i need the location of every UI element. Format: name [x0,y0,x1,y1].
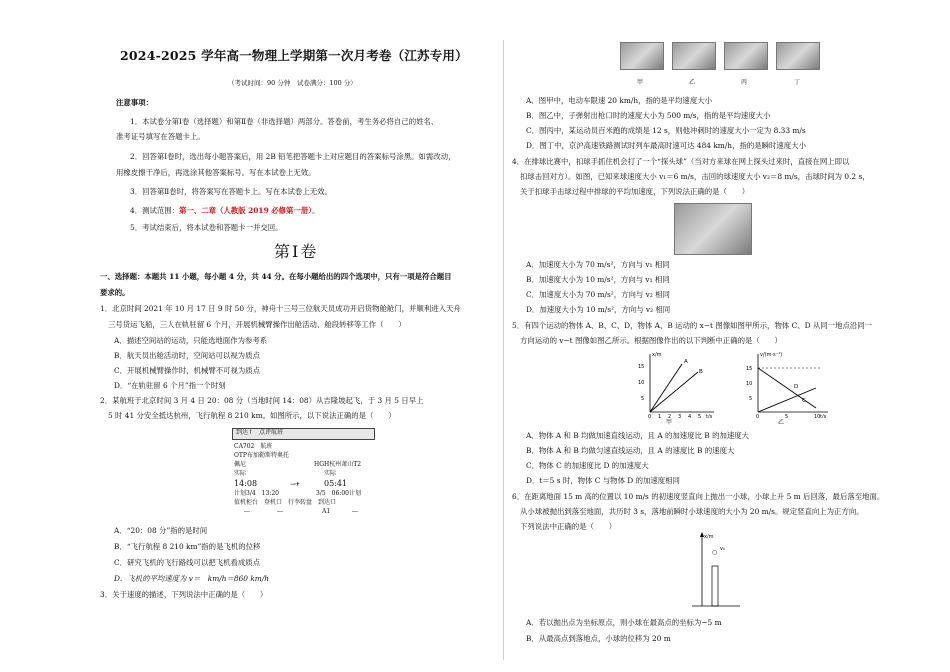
q4-stem-1: 4．在排球比赛中，扣球手抓住机会打了一个“探头球”（当对方来球在网上探头过来时，直接在网上即以 [512,157,850,166]
vt-graph-xtick: 10 [814,414,821,418]
xt-graph-xtick: 2 [668,414,672,418]
xt-graph-xtick: 3 [678,414,682,418]
toss-ylabel: x/m [704,534,714,540]
photo-speed-sign [620,42,664,70]
part1-line1: 一、选择题：本题共 11 小题，每小题 4 分，共 44 分。在每小题给出的四个选项中，只有一项是符合题目 [100,272,452,281]
q1-stem-2: 三号货运飞船，三人在轨驻留 6 个月，开展机械臂操作出舱活动、舱段转移等工作（ ） [108,320,406,329]
toss-platform [712,566,718,606]
xt-graph-xtick: 1 [658,414,662,418]
q2-option-b: B．“飞行航程 8 210 km”指的是飞机的位移 [114,542,261,551]
xt-label-b: B [699,369,703,375]
note-4 [130,206,319,216]
vt-graph [744,350,832,418]
board-actual-2: 实际 [324,470,337,477]
column-divider [503,40,504,660]
board-to: HGH杭州萧山T2 [314,461,362,468]
ball-toss-figure [688,530,744,610]
q4-option-a: A．加速度大小为 70 m/s²，方向与 v₁ 相同 [526,260,670,269]
q4-stem-2: 扣球击回对方）。如图，已知来球速度大小 v₁＝6 m/s，击回的球速度大小 v₂＝8 m/s，击球时间为 0.2 s， [520,172,870,181]
board-dep-time: 14:08 [234,479,258,488]
board-header: 到达↑ 点评航班 [236,429,284,436]
exam-info: （考试时间：90 分钟 试卷满分：100 分） [228,79,357,87]
q3-option-a: A．图甲中，电动车限速 20 km/h，指的是平均速度大小 [526,96,712,105]
note-2a: 2．回答第Ⅰ卷时，选出每小题答案后，用 2B 铅笔把答题卡上对应题目的答案标号涂黑。如需改动， [130,152,456,161]
q6-option-b: B．从最高点到落地点，小球的位移为 20 m [526,634,671,643]
q5-stem-1: 5．有四个运动的物体 A、B、C、D，物体 A、B 运动的 x−t 图像如图甲所示，物体 C、D 从同一地点沿同一 [512,321,873,330]
vt-line-c [758,388,816,412]
q5-option-d: D．t＝5 s 时，物体 C 与物体 D 的加速度相同 [526,476,680,485]
q1-option-b: B．航天员出舱活动时，空间站可以视为质点 [114,351,260,360]
board-from: 佩尼 [234,461,247,468]
part1-line2: 要求的。 [100,288,130,297]
vt-ytick-10: 10 [746,381,753,387]
photo-label-3: 丙 [741,79,748,86]
vt-caption: 乙 [778,419,785,426]
photo-label-4: 丁 [794,79,801,86]
photo-bullet [672,42,716,70]
photo-runner [724,42,768,70]
q6-stem-1: 6．在距离地面 15 m 高的位置以 10 m/s 的初速度竖直向上抛出一小球，小球上升 5 m 后回落，最后落至地面。 [512,492,885,501]
board-plan-1: 计划3/4 13:20 [234,490,279,497]
q1-option-c: C．开展机械臂操作时，机械臂不可视为质点 [114,366,261,375]
q2-stem-2: 5 时 41 分安全抵达杭州，飞行航程 8 210 km。如图所示，以下说法正确的是（ ） [108,411,396,420]
vt-ylabel: v/(m·s⁻¹) [760,352,783,358]
xt-xlabel: t/s [706,414,713,418]
toss-v0: v₀ [720,546,725,552]
q3-option-d: D．图丁中，京沪高速铁路测试时列车最高时速可达 484 km/h，指的是瞬时速度大小 [526,141,806,150]
q4-option-c: C．加速度大小为 70 m/s²，方向与 v₂ 相同 [526,290,670,299]
xt-ytick-15: 15 [638,364,645,370]
q2-option-d: D．飞机的平均速度为 v＝ km/h＝860 km/h [114,574,270,583]
toss-ball: ○ [712,549,718,556]
q3-stem: 3．关于速度的描述，下列说法中正确的是（ ） [100,590,268,599]
q3-option-b: B．图乙中，子弹射出枪口时的速度大小为 500 m/s，指的是平均速度大小 [526,111,771,120]
page-title: 2024-2025 学年高一物理上学期第一次月考卷（江苏专用） [120,48,468,63]
xt-line-b [650,372,698,412]
note-4-suffix: 。 [311,206,320,215]
xt-ylabel: x/m [652,352,662,358]
board-plan-2: 3/5 06:00计划 [316,490,361,497]
section-title: 第Ⅰ卷 [274,242,319,261]
note-5: 5．考试结束后，将本试卷和答题卡一并交回。 [130,223,283,232]
note-3: 3．回答第Ⅱ卷时，将答案写在答题卡上。写在本试卷上无效。 [130,187,332,196]
q3-option-c: C．图丙中，某运动员百米跑的成绩是 12 s，则他冲刺时的速度大小一定为 8.33 m/s [526,126,806,135]
q2-stem-1: 2．某航班于北京时间 3 月 4 日 20：08 分（当地时间 14：08）从吉隆坡起飞，于 3 月 5 日早上 [100,396,424,405]
q1-option-a: A．描述空间站的运动，只能选地面作为参考系 [114,336,268,345]
vt-label-d: D [794,384,799,390]
vt-ytick-15: 15 [746,366,753,372]
vt-label-c: C [802,398,806,404]
xt-graph-xtick: 5 [698,414,702,418]
note-1a: 1．本试卷分第Ⅰ卷（选择题）和第Ⅱ卷（非选择题）两部分。答卷前，考生务必将自己的姓名、 [130,117,439,126]
plane-icon: →✈ [290,481,301,488]
q2-option-c: C．研究飞机的飞行路线可以把飞机看成质点 [114,558,261,567]
q1-option-d: D．“在轨驻留 6 个月”指一个时刻 [114,381,226,390]
board-dash-1: --- [244,508,251,515]
board-route: OTP布加勒斯特奥托 [234,452,289,459]
xt-line-a [650,364,682,412]
q4-option-d: D．加速度大小为 10 m/s²，方向与 v₂ 相同 [526,305,671,314]
board-dash-2: --- [277,508,284,515]
q6-option-a: A．若以抛出点为坐标原点，则小球在最高点的坐标为−5 m [526,618,722,627]
photo-volleyball [674,203,752,255]
vt-ytick-5: 5 [749,396,753,402]
flight-board-figure [232,428,375,520]
q4-option-b: B．加速度大小为 10 m/s²，方向与 v₁ 相同 [526,275,670,284]
board-bottom: 值机柜台 登机口 行李转盘 到达口 [234,499,337,506]
board-belt: A1 [322,508,331,515]
note-4-range: 第一、二章（人教版 2019 必修第一册） [179,206,312,215]
xt-label-a: A [684,359,688,365]
vt-graph-xtick: 5 [785,414,789,418]
board-arr-time: 05:41 [324,479,348,488]
q4-stem-3: 关于扣球手击球过程中排球的平均加速度，下列说法正确的是（ ） [520,187,750,196]
q6-stem-2: 从小球被抛出到落至地面，共历时 3 s，落地前瞬时小球速度的大小为 20 m/s。规定竖直向上为正方向。 [520,507,864,516]
photo-label-2: 乙 [689,79,696,86]
notes-heading: 注意事项： [116,98,153,107]
xt-ytick-5: 5 [641,396,645,402]
q5-stem-2: 方向运动的 v−t 图像如图乙所示。根据图像作出的以下判断中正确的是（ ） [520,336,782,345]
q1-stem-1: 1．北京时间 2021 年 10 月 17 日 9 时 50 分，神舟十三号三位航天员成功开启货物舱舱门，并顺利进入天舟 [100,304,461,313]
board-actual-1: 实际 [234,470,247,477]
q6-stem-3: 下列说法中正确的是（ ） [520,522,617,531]
xt-graph-xtick: 0 [648,414,652,418]
q5-option-c: C．物体 C 的加速度比 D 的加速度大 [526,461,649,470]
note-1b: 准考证号填写在答题卡上。 [116,132,205,141]
xt-graph-xtick: 4 [688,414,692,418]
board-flight: CA702 航班 [234,443,273,450]
xt-ytick-10: 10 [638,380,645,386]
vt-xlabel: t/s [820,414,827,418]
vt-line-d [758,368,816,408]
q5-option-b: B．物体 A 和 B 均做匀速直线运动，且 A 的速度比 B 的速度大 [526,446,735,455]
vt-graph-xtick: 0 [756,414,760,418]
photo-label-1: 甲 [637,79,644,86]
xt-graph [636,350,718,418]
note-2b: 用橡皮擦干净后，再选涂其他答案标号。写在本试卷上无效。 [116,168,316,177]
note-4-prefix: 4．测试范围： [130,206,180,215]
board-dash-3: --- [352,508,359,515]
q5-option-a: A．物体 A 和 B 均做加速直线运动，且 A 的加速度比 B 的加速度大 [526,431,750,440]
xt-caption: 甲 [666,419,673,426]
q2-option-a: A．“20：08 分”指的是时间 [114,526,208,535]
photo-train [776,42,820,70]
